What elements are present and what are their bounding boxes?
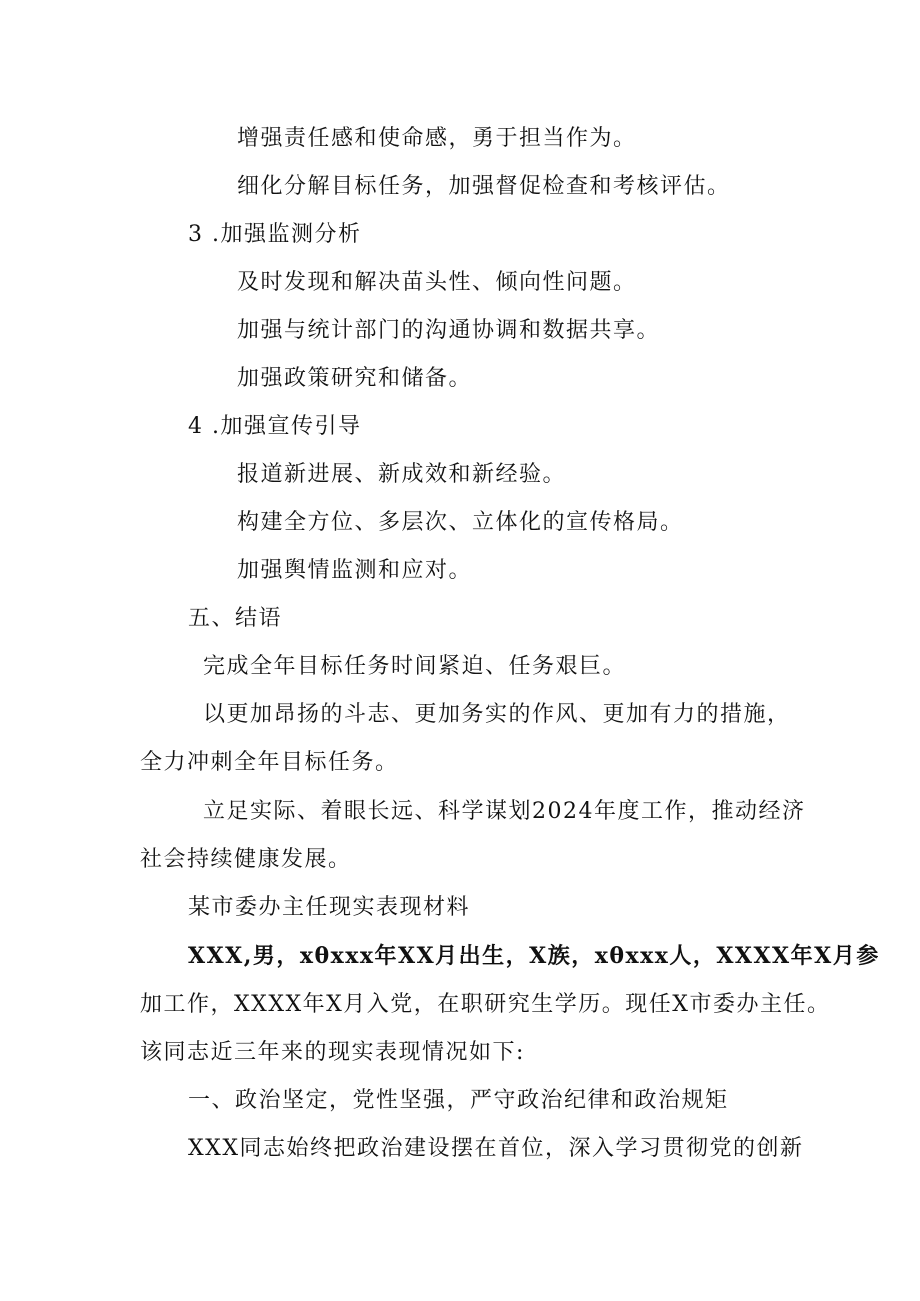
text-line: 以更加昂扬的斗志、更加务实的作风、更加有力的措施， xyxy=(203,702,791,727)
text-line: 构建全方位、多层次、立体化的宣传格局。 xyxy=(237,510,684,535)
text-line: 立足实际、着眼长远、科学谋划2024年度工作，推动经济 xyxy=(203,799,806,824)
document-title: 某市委办主任现实表现材料 xyxy=(188,895,471,920)
text-line: 及时发现和解决苗头性、倾向性问题。 xyxy=(237,270,637,295)
text-line: 全力冲刺全年目标任务。 xyxy=(140,750,399,775)
section-heading: 一、政治坚定，党性坚强，严守政治纪律和政治规矩 xyxy=(188,1088,729,1113)
text-line: XXX,男，xθxxx年XX月出生，X族，xθxxx人，XXXX年X月参 xyxy=(188,943,880,969)
text-line: 加强政策研究和储备。 xyxy=(237,366,473,391)
text-line: 增强责任感和使命感，勇于担当作为。 xyxy=(237,126,637,151)
text-line: XXX同志始终把政治建设摆在首位，深入学习贯彻党的创新 xyxy=(188,1136,804,1161)
text-line: 报道新进展、新成效和新经验。 xyxy=(237,462,567,487)
text-line: 加工作，XXXX年X月入党，在职研究生学历。现任X市委办主任。 xyxy=(140,992,831,1017)
section-heading: 4 .加强宣传引导 xyxy=(188,414,362,439)
section-heading: 3 .加强监测分析 xyxy=(188,222,362,247)
text-line: 加强与统计部门的沟通协调和数据共享。 xyxy=(237,318,661,343)
text-line: 完成全年目标任务时间紧迫、任务艰巨。 xyxy=(203,654,627,679)
text-line: 细化分解目标任务，加强督促检查和考核评估。 xyxy=(237,174,731,199)
text-line: 加强舆情监测和应对。 xyxy=(237,558,473,583)
text-line: 该同志近三年来的现实表现情况如下: xyxy=(140,1040,525,1065)
section-heading: 五、结语 xyxy=(188,606,283,631)
text-line: 社会持续健康发展。 xyxy=(140,847,352,872)
